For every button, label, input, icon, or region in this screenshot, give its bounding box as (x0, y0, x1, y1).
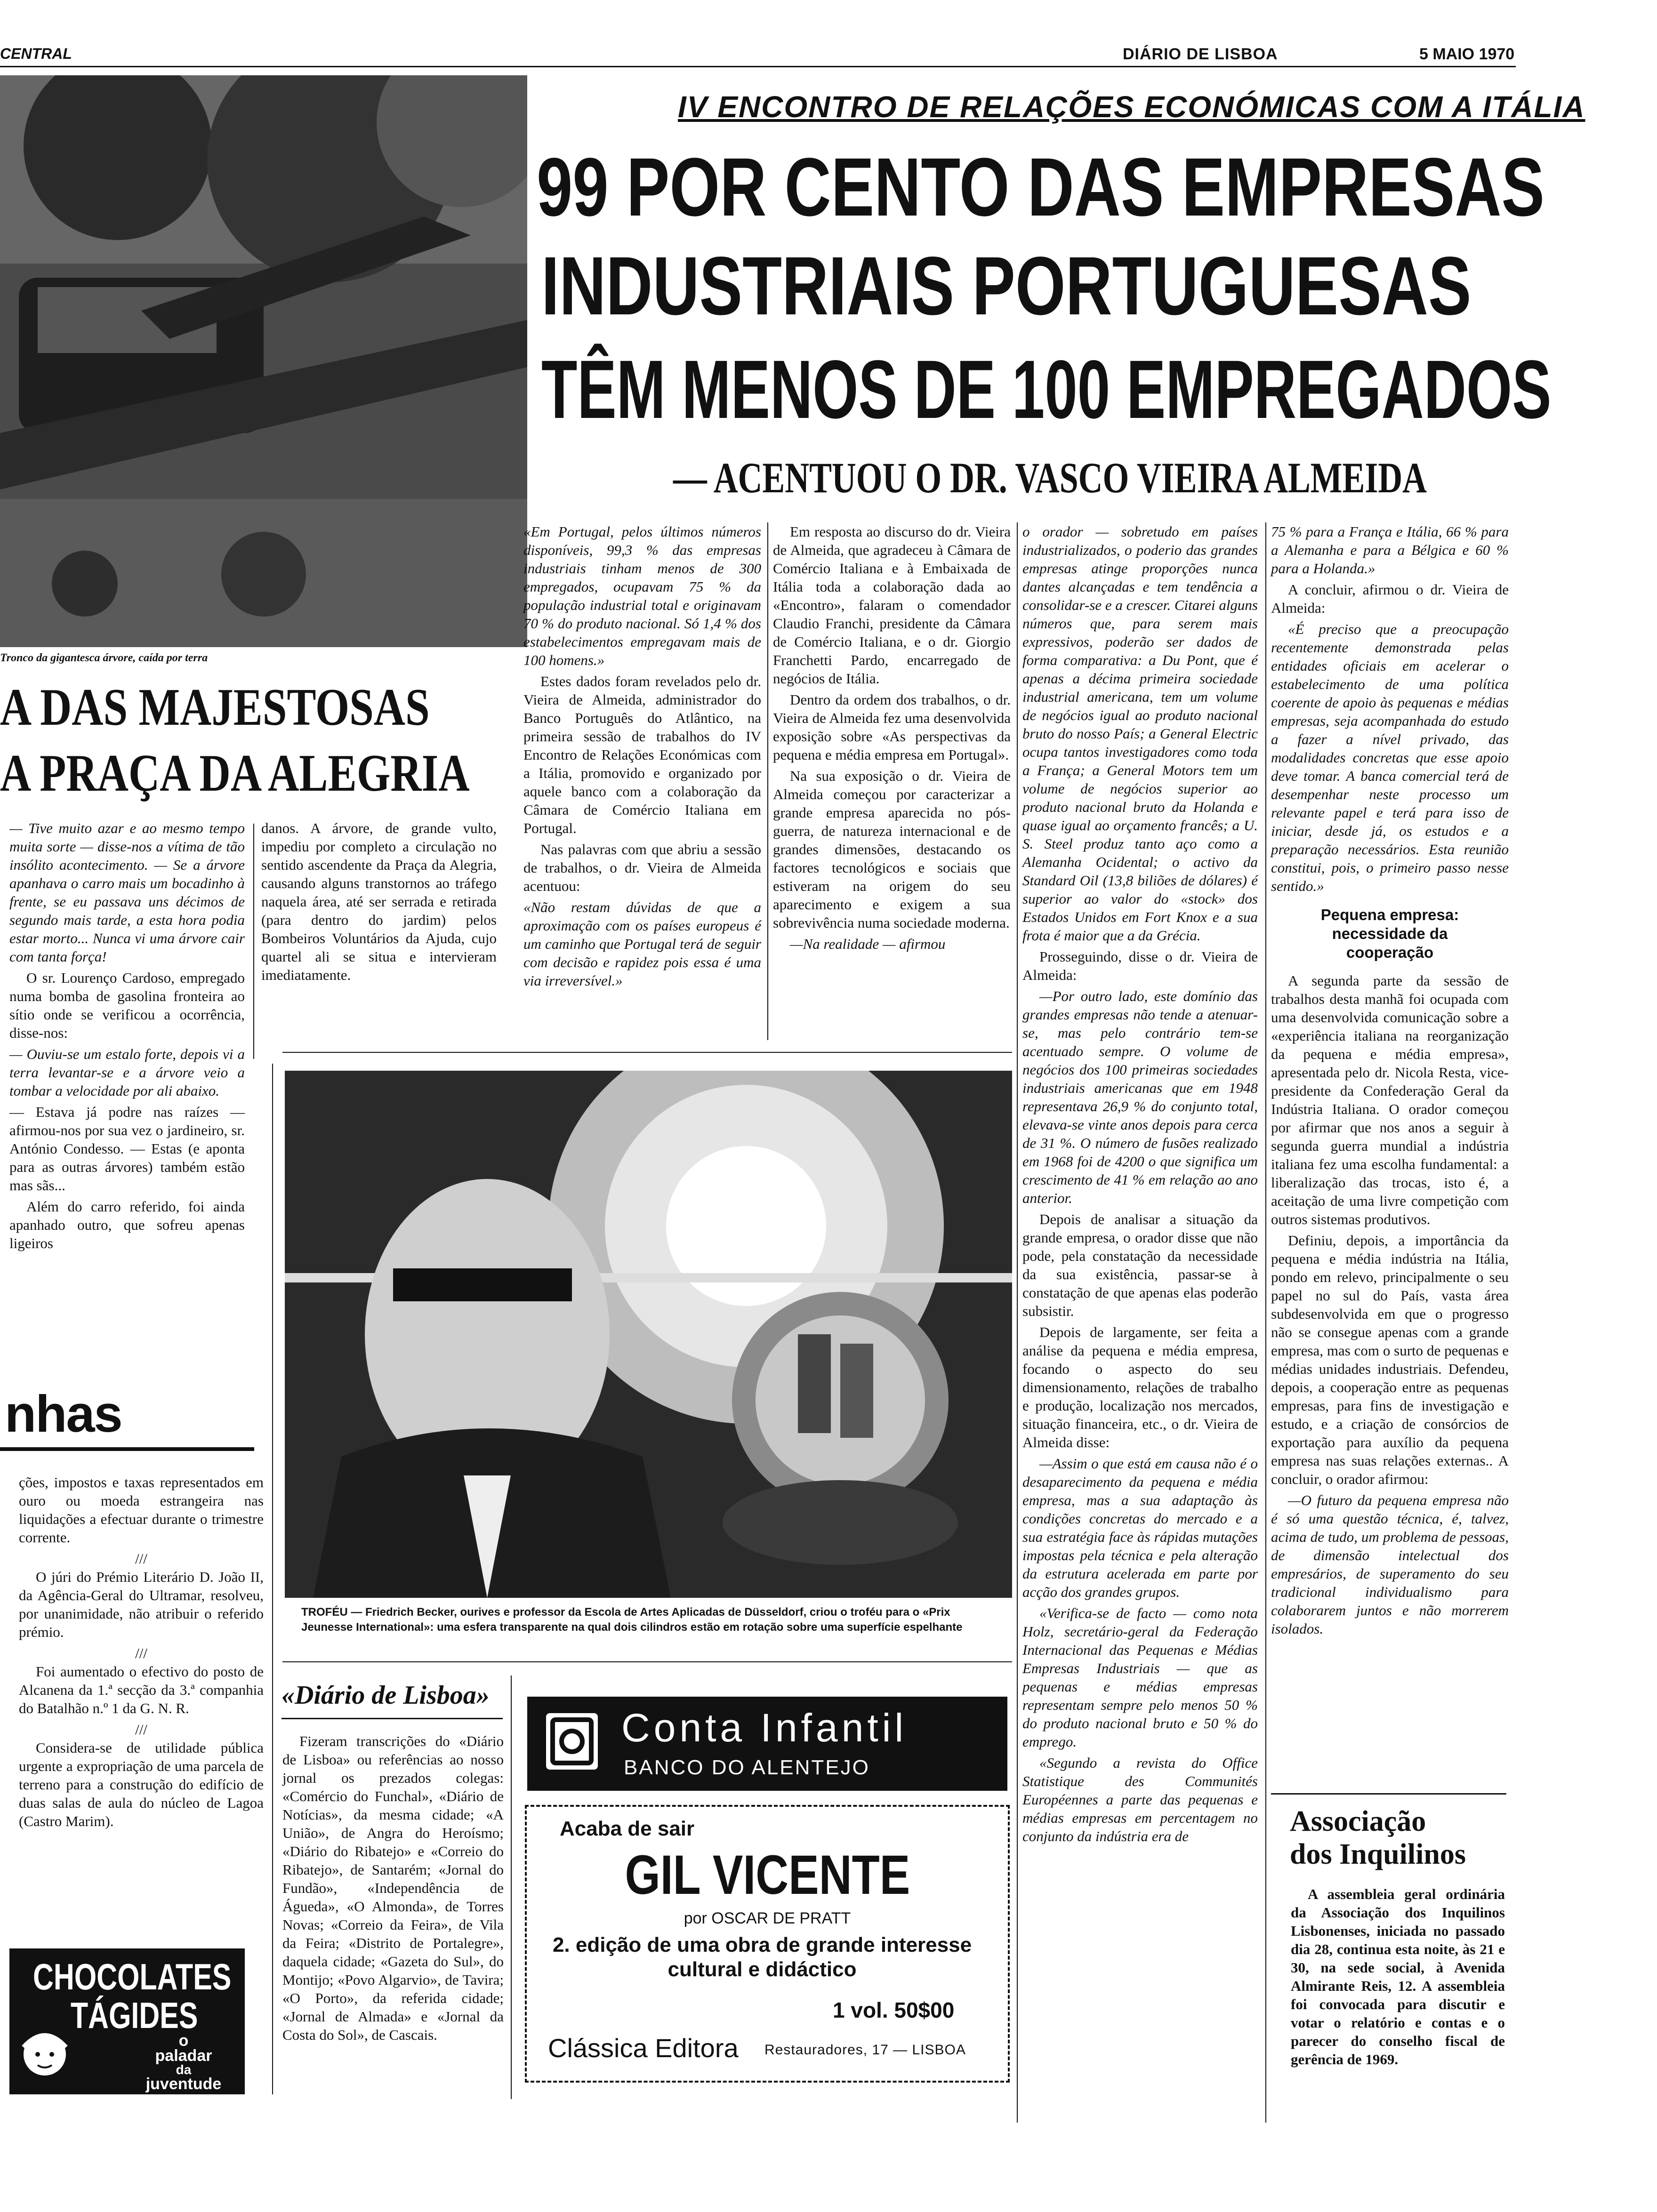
gil-edition-text: edição de uma obra de grande interesse cultural e didáctico (575, 1933, 972, 1981)
left-story-divider (253, 824, 254, 1059)
main-col1-p1: «Em Portugal, pelos últimos números disponíveis, 99,3 % das empresas industriais tinham menos de 300 empregados, ocupavam 75 % da população industrial total e originavam 70 % do produto nacional. Só 1,4 % dos estabelecimentos empregavam mais de 100 homens.» (523, 523, 761, 668)
conta-infantil-ad[interactable] (527, 1697, 1007, 1791)
main-col3-p2: Prosseguindo, disse o dr. Vieira de Almeida: (1022, 948, 1258, 983)
main-col4-p2: A concluir, afirmou o dr. Vieira de Almeida: (1271, 581, 1509, 616)
gil-title-wrap (527, 1844, 1008, 1906)
chocolates-line1: CHOCOLATES (33, 1956, 232, 1997)
headline-line-3: TÊM MENOS DE 100 EMPREGADOS (541, 344, 1552, 436)
main-col-divider-1 (767, 522, 768, 1040)
trophy-photo (285, 1071, 1012, 1598)
main-col4-subhead: Pequena empresa: necessidade da cooperação (1320, 906, 1459, 961)
tree-photo-caption: Tronco da gigantesca árvore, caída por terra (0, 652, 208, 664)
diario-box-rule (282, 1718, 503, 1719)
tree-image (0, 75, 527, 647)
chocolates-ad (9, 1948, 245, 2094)
girl-icon (14, 2028, 75, 2094)
slogan-3: da (176, 2062, 192, 2077)
nhas-sep-1: /// (135, 1550, 147, 1567)
main-col-divider-2 (1017, 522, 1018, 2123)
main-col4-p5: Definiu, depois, a importância da pequena e média indústria na Itália, pondo em relevo, principalmente o seu papel no sul do País, vasta área subdesenvolvida em que o progresso não se consegue apenas com a grande empresa, mas com o surto de pequenas e médias unidades industriais. Defendeu, depois, a cooperação entre as pequenas empresas, para fins de investigação e estudo, e a criação de consórcios de exportação para auxílio da pequena empresa nas suas relações externas.. A concluir, o orador afirmou: (1271, 1232, 1509, 1487)
nhas-rule (0, 1447, 254, 1451)
trophy-caption-label: TROFÉU (301, 1606, 348, 1619)
main-col2 (773, 522, 1011, 956)
main-col4 (1271, 522, 1509, 1641)
main-col3-p7: «Verifica-se de facto — como nota Holz, secretário-geral da Federação Internacional das Pequenas e Médias Empresas Industriais — que as pequenas e médias empresas representam sempre pelo menos 50 % do produto nacional bruto e 50 % do emprego. (1022, 1605, 1258, 1750)
left-col1-p1: — Tive muito azar e ao mesmo tempo muita sorte — disse-nos a vítima de tão insólito acontecimento. — Se a árvore apanhava o carro mais um bocadinho à frente, se eu passava uns décimos de segundo mais tarde, a esta hora podia estar morto... Nunca vi uma árvore cair com tanta força! (9, 820, 245, 965)
nhas-title: nhas (5, 1385, 122, 1443)
gil-publisher: Clássica Editora (548, 2033, 739, 2063)
left-story-col1 (9, 819, 245, 1255)
main-col3-p4: Depois de analisar a situação da grande empresa, o orador disse que não pode, pela constatação da necessidade da sua existência, passar-se à constatação de que apenas elas poderão subsistir. (1022, 1211, 1258, 1319)
diario-box-body: Fizeram transcrições do «Diário de Lisboa» ou referências ao nosso jornal os prezados colegas: «Comércio do Funchal», «Diário de Notícias», da mesma cidade; «A União», de Angra do Heroísmo; «Diário do Ribatejo» e «Correio do Ribatejo», de Santarém; «Jornal do Fundão», «Independência de Águeda», «O Almonda», de Torres Novas; «Correio da Feira», de Vila da Feira; «Distrito de Portalegre», daquela cidade; «Gazeta do Sul», do Montijo; «Povo Algarvio», de Tavira; «O Porto», da referida cidade; «Jornal de Almada» e «Jornal da Costa do Sol», de Cascais. (282, 1733, 504, 2043)
main-headline (537, 141, 1545, 233)
main-col3 (1022, 522, 1258, 1848)
nhas-item-4: Considera-se de utilidade pública urgente a expropriação de uma parcela de terreno para a construção do edifício de duas salas de aula do núcleo de Lagoa (Castro Marim). (19, 1739, 264, 1829)
left-headline-2: A PRAÇA DA ALEGRIA (0, 744, 470, 802)
gil-price: 1 vol. 50$00 (833, 1998, 955, 2022)
slogan-2: paladar (155, 2047, 212, 2065)
gil-edition-num: 2. (552, 1933, 570, 1956)
left-col1-p3: — Ouviu-se um estalo forte, depois vi a terra levantar-se e a árvore veio a tombar a velocidade por ali abaixo. (9, 1046, 245, 1099)
chocolates-line2-wrap (71, 1996, 234, 2035)
gil-title: GIL VICENTE (625, 1844, 910, 1906)
nhas-body (19, 1473, 264, 1833)
diario-divider (511, 1675, 512, 2099)
trophy-caption (301, 1605, 1003, 1635)
gil-edition (550, 1933, 974, 1982)
main-col1-p2: Estes dados foram revelados pelo dr. Vieira de Almeida, administrador do Banco Português do Atlântico, na primeira sessão de trabalhos do IV Encontro de Relações Económicas com a Itália, promovido e organizado por aquele banco com a colaboração da Câmara de Comércio Italiana em Portugal. (523, 673, 761, 836)
main-kicker: IV ENCONTRO DE RELAÇÕES ECONÓMICAS COM A ITÁLIA (678, 90, 1585, 124)
left-column-divider (272, 1064, 273, 2094)
main-col4-p4: A segunda parte da sessão de trabalhos desta manhã foi ocupada com uma desenvolvida comunicação sobre a «experiência italiana na reorganização da pequena e média empresa», apresentada pelo dr. Nicola Resta, vice-presidente da Confederação Geral da Indústria Italiana. O orador começou por afirmar que nos anos a seguir à segunda guerra mundial a indústria italiana fez uma escolha fundamental: a liberalização das trocas, isto é, a aceitação de uma livre competição com outros sistemas produtivos. (1271, 972, 1509, 1227)
main-col3-p3: —Por outro lado, este domínio das grandes empresas não tende a atenuar-se, mas pelo contrário tem-se acentuado sempre. O volume de negócios dos 100 primeiras sociedades industriais americanas que em 1948 representava 26,9 % do conjunto total, elevava-se vinte anos depois para cerca de 31 %. O número de fusões realizado em 1968 foi de 4200 o que significa um crescimento de 41 % em relação ao ano anterior. (1022, 988, 1258, 1206)
inquilinos-title-1: Associação (1290, 1805, 1426, 1837)
paper-name: DIÁRIO DE LISBOA (1123, 45, 1278, 63)
main-col2-p2: Dentro da ordem dos trabalhos, o dr. Vieira de Almeida fez uma desenvolvida exposição sobre «As perspectivas da pequena e média empresa em Portugal». (773, 691, 1011, 763)
main-col4-p1: 75 % para a França e Itália, 66 % para a Alemanha e para a Bélgica e 60 % para a Holanda.» (1271, 523, 1509, 577)
issue-date: 5 MAIO 1970 (1419, 45, 1515, 63)
gil-lead: Acaba de sair (560, 1817, 695, 1840)
slogan-1: o (178, 2032, 189, 2050)
nhas-sep-3: /// (135, 1721, 147, 1738)
gil-vicente-ad (525, 1805, 1010, 2083)
bank-logo (546, 1713, 598, 1770)
main-col3-p1: o orador — sobretudo em países industrializados, o poderio das grandes empresas atinge proporções nunca dantes alcançadas e tem tendência a consolidar-se e a crescer. Citarei alguns números que, para serem mais expressivos, poderão ser dados de forma comparativa: a Du Pont, que é apenas a décima primeira sociedade industrial americana, tem um volume de negócios igual ao produto nacional bruto do nosso País; a General Electric ocupa tantos investigadores como toda a França; a General Motors tem um volume de negócios superior ao produto nacional bruto da Holanda e quase igual ao orçamento francês; a U. S. Steel produz tanto aço como a Alemanha Ocidental; o activo da Standard Oil (13,8 biliões de dólares) é superior ao valor do «stock» dos Estados Unidos em Fort Knox e a sua frota é maior que a da Grécia. (1022, 523, 1258, 944)
chocolates-line2: TÁGIDES (71, 1995, 198, 2036)
conta-infantil-title: Conta Infantil (621, 1706, 907, 1750)
main-subhead-wrap (673, 454, 1640, 501)
left-col1-p5: Além do carro referido, foi ainda apanhado outro, que sofreu apenas ligeiros (9, 1198, 245, 1251)
nhas-item-3: Foi aumentado o efectivo do posto de Alcanena da 1.ª secção da 3.ª companhia do Batalhão n.º 1 da G. N. R. (19, 1663, 264, 1716)
main-col-divider-3 (1265, 522, 1266, 2123)
left-col1-p2: O sr. Lourenço Cardoso, empregado numa bomba de gasolina fronteira ao sítio onde se verificou a ocorrência, disse-nos: (9, 970, 245, 1041)
left-story-col2 (261, 819, 497, 987)
main-col3-p6: —Assim o que está em causa não é o desaparecimento da pequena e média empresa, mas a sua adaptação às condições concretas do mercado e a sua estratégia face às rápidas mutações impostas pela técnica e pela alteração da estrutura acelerada em parte por acção dos grandes grupos. (1022, 1455, 1258, 1600)
headline-row-3 (541, 344, 1552, 436)
chocolates-line1-wrap (33, 1957, 287, 1996)
left-headline-2-wrap (0, 744, 573, 803)
trophy-bottom-rule (282, 1661, 1012, 1662)
trophy-top-rule (282, 1052, 1012, 1053)
left-col1-p4: — Estava já podre nas raízes — afirmou-nos por sua vez o jardineiro, sr. António Condesso. — Estas (e aponta para as outras árvores) também estão mas sãs... (9, 1104, 245, 1194)
trophy-image (285, 1071, 1012, 1598)
main-col1-p4: «Não restam dúvidas de que a aproximação com os países europeus é um caminho que Portugal terá de seguir com decisão e rapidez pois essa é uma via irreversível.» (523, 899, 761, 989)
headline-line-2: INDUSTRIAIS PORTUGUESAS (541, 240, 1472, 332)
main-col3-p8: «Segundo a revista do Office Statistique des Communités Européennes a parte das pequenas e médias empresas em percentagem no conjunto da indústria era de (1022, 1755, 1258, 1844)
gil-author: por OSCAR DE PRATT (684, 1909, 851, 1927)
nhas-item-1: ções, impostos e taxas representados em ouro ou moeda estrangeira nas liquidações a efectuar durante o trimestre corrente. (19, 1474, 264, 1546)
headline-line-1: 99 POR CENTO DAS EMPRESAS (537, 141, 1545, 233)
main-col4-p3: «É preciso que a preocupação recentemente demonstrada pelas entidades oficiais em acelerar o estabelecimento de uma política coerente de apoio às pequenas e médias empresas, seja acompanhada do estudo a fazer a nível privado, das modalidades concretas que esse apoio deve tomar. A banca comercial terá de desempenhar neste processo um relevante papel e terá para isso de iniciar, desde já, os estudos e a preparação necessários. Esta reunião constitui, pois, o primeiro passo nesse sentido.» (1271, 621, 1509, 894)
nhas-item-2: O júri do Prémio Literário D. João II, da Agência-Geral do Ultramar, resolveu, por unanimidade, não atribuir o referido prémio. (19, 1569, 264, 1640)
main-col4-p6: —O futuro da pequena empresa não é só uma questão técnica, é, talvez, acima de tudo, um problema de pessoas, de dimensão intelectual dos empresários, de superamento do seu tradicional individualismo para colaborarem juntos e não morrerem isolados. (1271, 1492, 1509, 1637)
main-col2-p3: Na sua exposição o dr. Vieira de Almeida começou por caracterizar a grande empresa aparecida no pós-guerra, de natureza internacional e de grandes dimensões, destacando os factores tecnológicos e sociais que estiveram na origem do seu aparecimento e exigem a sua sobrevivência numa sociedade moderna. (773, 768, 1011, 931)
inquilinos-text: A assembleia geral ordinária da Associação dos Inquilinos Lisbonenses, iniciada no passado dia 28, continua esta noite, às 21 e 30, na sede social, à Avenida Almirante Reis, 12. A assembleia foi convocada para discutir e votar o relatório e contas e o parecer do conselho fiscal de gerência de 1969. (1291, 1886, 1505, 2068)
tree-photo (0, 75, 527, 647)
conta-infantil-bank: BANCO DO ALENTEJO (624, 1756, 870, 1779)
left-headline-1-wrap (0, 678, 518, 737)
masthead-rule (0, 66, 1516, 67)
left-headline-1: A DAS MAJESTOSAS (0, 678, 430, 737)
diario-box-title: «Diário de Lisboa» (282, 1681, 490, 1710)
section-label: CENTRAL (0, 45, 72, 62)
inquilinos-body (1291, 1885, 1505, 2071)
bank-logo-icon (546, 1713, 598, 1770)
inquilinos-title-2: dos Inquilinos (1290, 1838, 1466, 1870)
main-col3-p5: Depois de largamente, ser feita a análise da pequena e média empresa, focando o aspecto do seu dimensionamento, relações de trabalho e produção, localização nos mercados, situação financeira, etc., o dr. Vieira de Almeida disse: (1022, 1324, 1258, 1451)
slogan-4: juventude (145, 2075, 222, 2093)
main-subhead: — ACENTUOU O DR. VASCO VIEIRA ALMEIDA (673, 454, 1427, 502)
headline-row-2 (541, 240, 1506, 332)
main-col1 (523, 522, 761, 993)
gil-address: Restauradores, 17 — LISBOA (764, 2042, 966, 2058)
main-col2-p4: —Na realidade — afirmou (790, 936, 946, 952)
inquilinos-top-rule (1271, 1793, 1506, 1795)
nhas-sep-2: /// (135, 1645, 147, 1661)
main-col2-p1: Em resposta ao discurso do dr. Vieira de Almeida, que agradeceu à Câmara de Comércio Italiana e à Embaixada de Itália toda a colaboração dada ao «Encontro», falaram o comendador Claudio Franchi, presidente da Câmara de Comércio Italiana, e o dr. Giorgio Franchetti Pardo, encarregado de negócios de Itália. (773, 523, 1011, 687)
trophy-caption-text: — Friedrich Becker, ourives e professor da Escola de Artes Aplicadas de Düsseldorf, criou o troféu para o «Prix Jeunesse International»: uma esfera transparente na qual dois cilindros estão em rotação sobre uma superfície espelhante (301, 1606, 963, 1634)
main-col1-p3: Nas palavras com que abriu a sessão de trabalhos, o dr. Vieira de Almeida acentuou: (523, 841, 761, 894)
left-col2-p1: danos. A árvore, de grande vulto, impediu por completo a circulação no sentido ascendente da Praça da Alegria, causando alguns transtornos ao tráfego naquela área, até ser serrada e retirada (para dentro do jardim) pelos Bombeiros Voluntários da Ajuda, cujo quartel ali se situa e intervieram imediatamente. (261, 820, 497, 983)
chocolates-slogan (137, 2033, 231, 2092)
diario-box-text (282, 1732, 504, 2047)
